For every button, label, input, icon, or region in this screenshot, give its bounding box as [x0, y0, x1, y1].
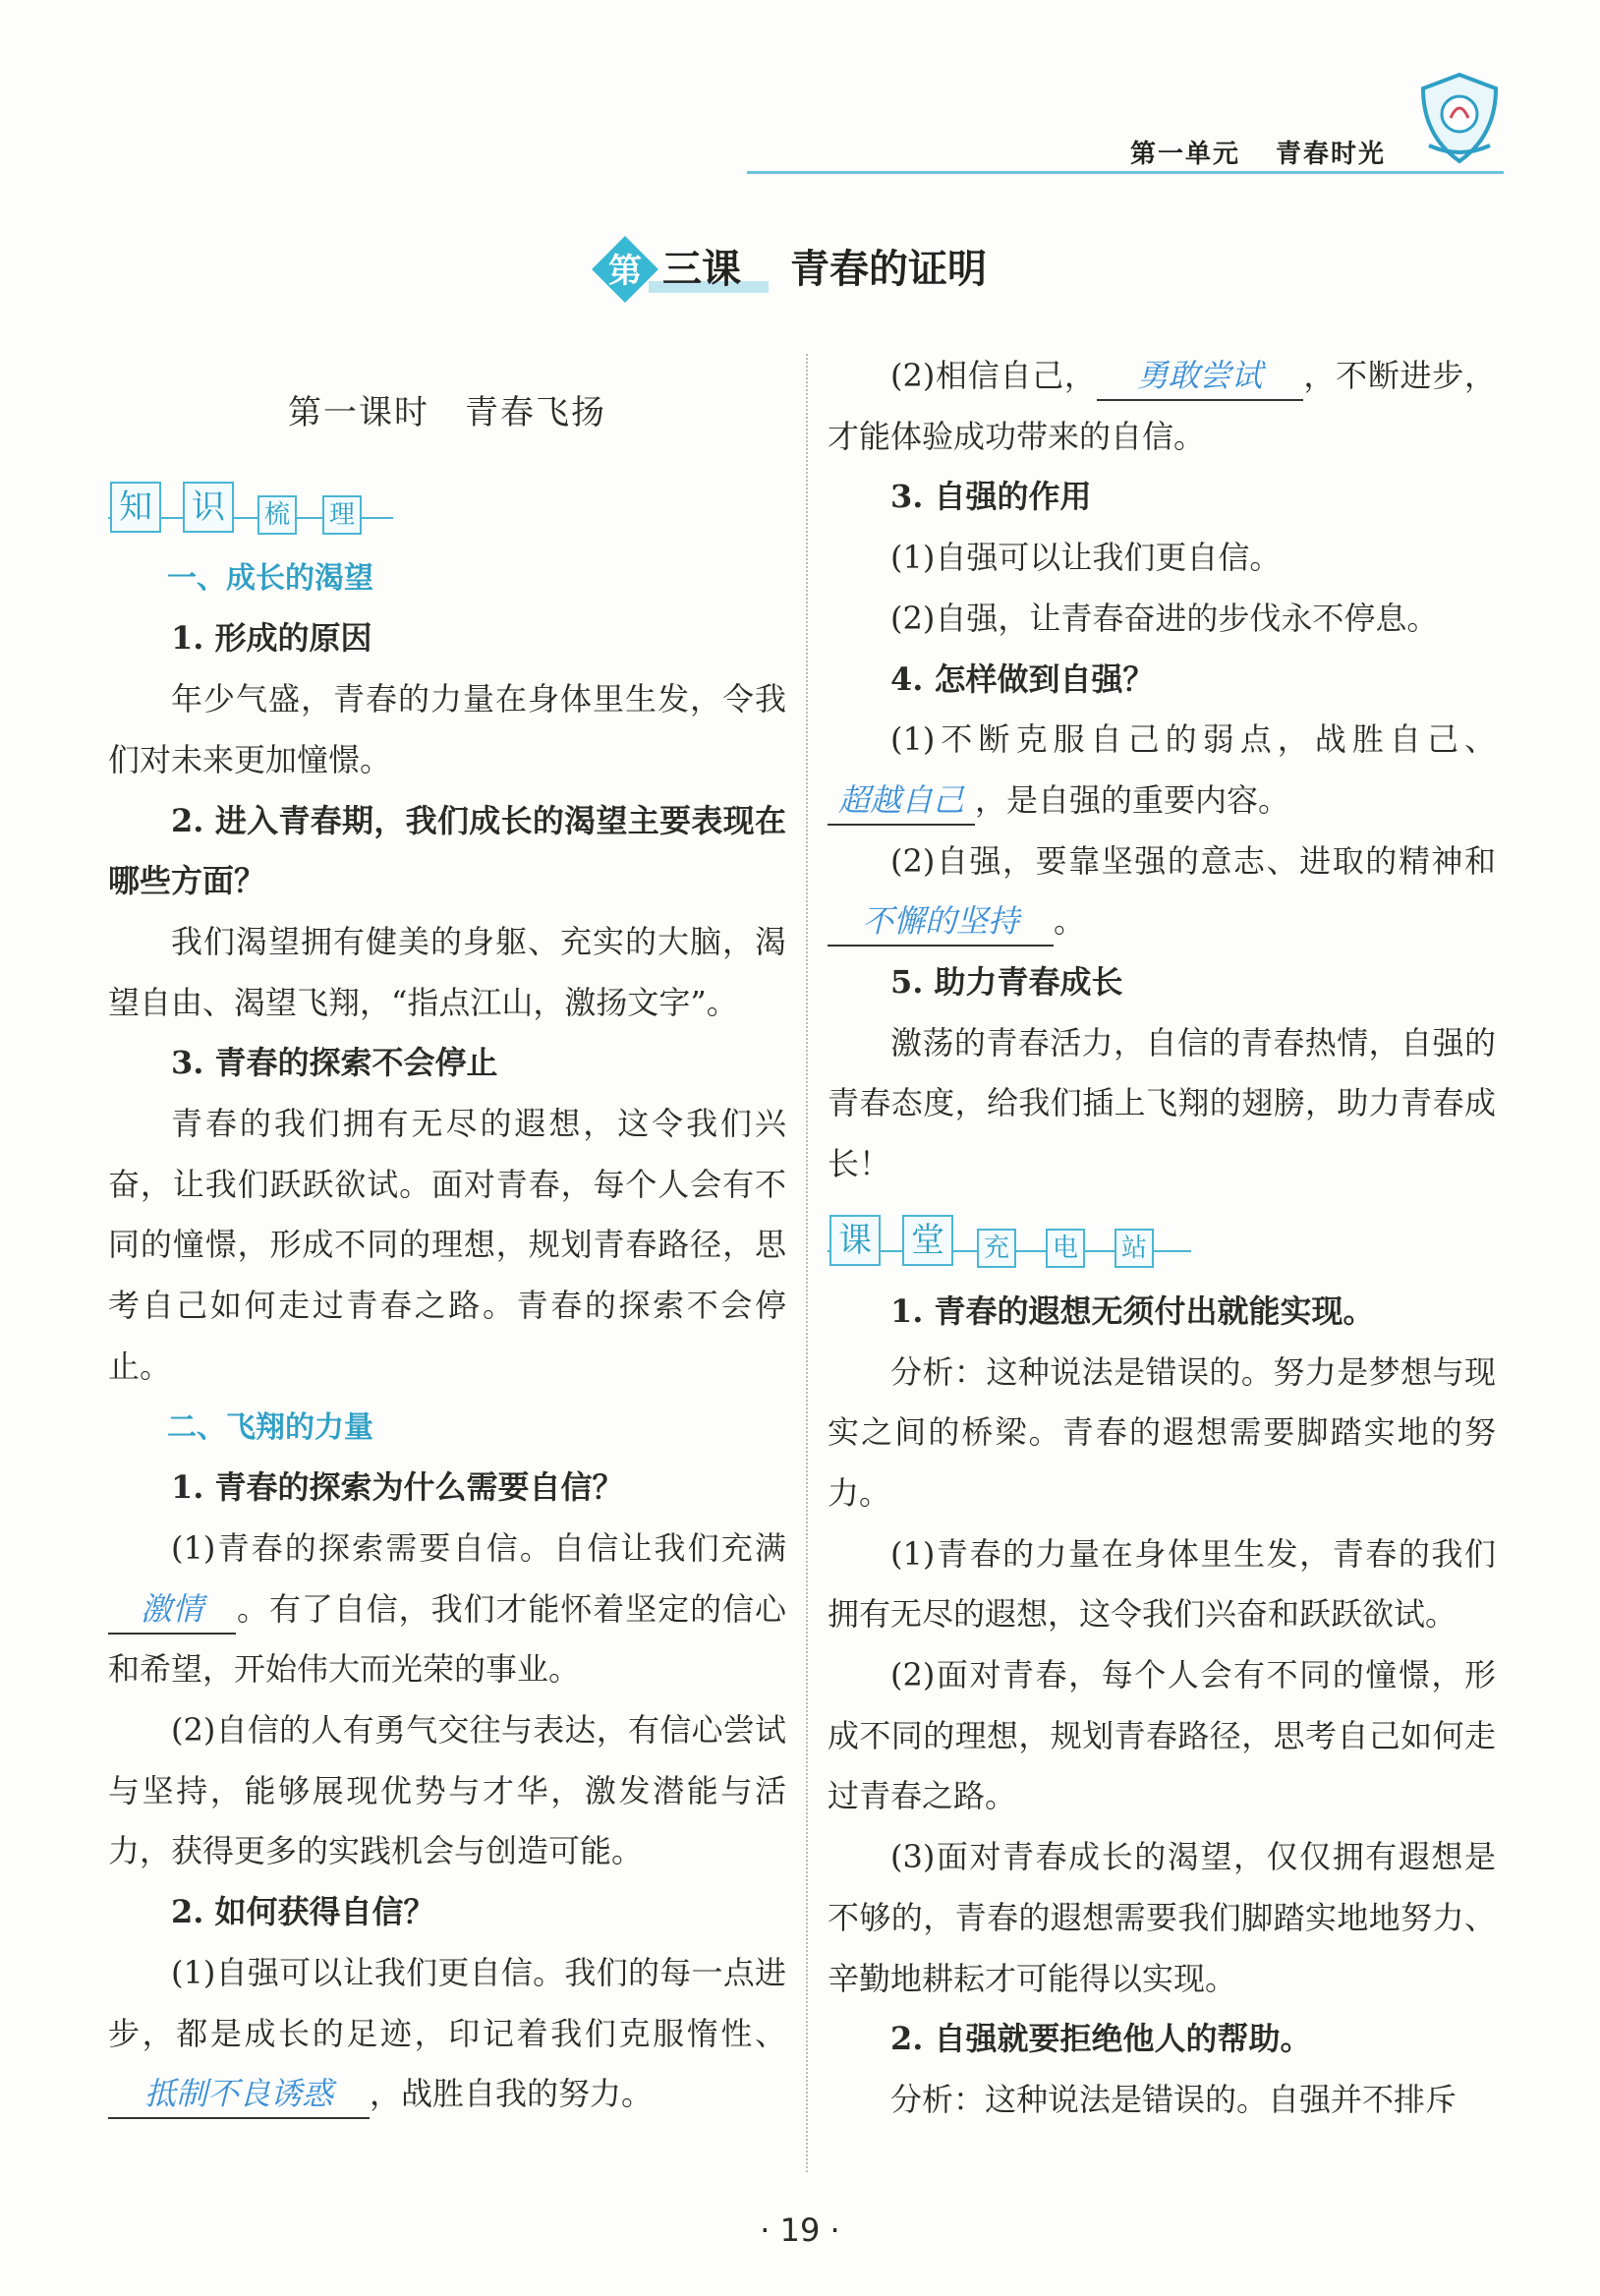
banner-char: 课: [829, 1215, 881, 1266]
lesson-title: [594, 240, 1026, 303]
banner-knowledge: [108, 472, 786, 556]
paragraph: (2)相信自己， 勇敢尝试 ，不断进步，才能体验成功带来的自信。: [828, 346, 1496, 467]
header-theme: 青春时光: [1275, 140, 1386, 169]
left-column: [108, 354, 786, 2125]
analysis: 分析：这种说法是错误的。努力是梦想与现实之间的桥梁。青春的遐想需要脚踏实地的努力。: [828, 1352, 1496, 1512]
point-heading: 2. 进入青春期，我们成长的渴望主要表现在哪些方面？: [108, 801, 786, 900]
paragraph: (2)自强，要靠坚强的意志、进取的精神和不懈的坚持 。: [828, 832, 1496, 952]
banner-char: 站: [1114, 1229, 1154, 1268]
banner-char: 充: [977, 1229, 1016, 1268]
shield-logo-icon: [1415, 69, 1504, 167]
answer-blank: 勇敢尝试: [1097, 352, 1303, 401]
point-heading: 5. 助力青春成长: [890, 963, 1123, 1002]
paragraph: 青春的我们拥有无尽的遐想，这令我们兴奋，让我们跃跃欲试。面对青春，每个人会有不同的憧憬，形成不同的理想，规划青春路径，思考自己如何走过青春之路。青春的探索不会停止。: [108, 1105, 786, 1385]
section-heading: 二、飞翔的力量: [167, 1409, 373, 1445]
page-number: · 19 ·: [760, 2211, 840, 2249]
banner-classroom: [828, 1205, 1496, 1290]
lesson-number: 三课: [662, 247, 741, 292]
point-heading: 3. 自强的作用: [890, 478, 1092, 516]
right-column: [828, 346, 1496, 2131]
paragraph: (1)青春的探索需要自信。自信让我们充满激情 。有了自信，我们才能怀着坚定的信心和希望，开始伟大而光荣的事业。: [108, 1528, 786, 1689]
header-rule: [747, 171, 1504, 174]
paragraph: (1)不断克服自己的弱点，战胜自己、超越自己 ，是自强的重要内容。: [828, 710, 1496, 831]
column-divider: [806, 354, 808, 2172]
banner-char: 理: [322, 495, 362, 535]
point-heading: 1. 青春的探索为什么需要自信？: [171, 1468, 624, 1507]
answer-blank: 超越自己: [828, 776, 975, 826]
subtitle: 第一课时 青春飞扬: [288, 393, 606, 432]
lesson-name: 青春的证明: [790, 247, 987, 292]
banner-char: 识: [183, 482, 234, 533]
question: 1. 青春的遐想无须付出就能实现。: [890, 1292, 1375, 1330]
paragraph: (1)自强可以让我们更自信。: [890, 539, 1282, 577]
point-heading: 1. 形成的原因: [171, 619, 372, 658]
paragraph: (1)自强可以让我们更自信。我们的每一点进步，都是成长的足迹，印记着我们克服惰性、抵制不良诱惑 ，战胜自我的努力。: [108, 1943, 786, 2125]
section-heading: 一、成长的渴望: [167, 560, 373, 596]
paragraph: (2)自强，让青春奋进的步伐永不停息。: [890, 599, 1439, 637]
banner-char: 梳: [257, 495, 297, 535]
header-text: [1095, 134, 1386, 170]
header-unit: 第一单元: [1129, 140, 1240, 169]
analysis: 分析：这种说法是错误的。自强并不排斥: [890, 2080, 1457, 2118]
analysis: (3)面对青春成长的渴望，仅仅拥有遐想是不够的，青春的遐想需要我们脚踏实地地努力、辛勤地耕耘才可能得以实现。: [828, 1838, 1496, 1997]
point-heading: 2. 如何获得自信？: [171, 1893, 435, 1931]
answer-blank: 不懈的坚持: [828, 897, 1054, 947]
paragraph: 我们渴望拥有健美的身躯、充实的大脑，渴望自由、渴望飞翔，“指点江山，激扬文字”。: [108, 922, 786, 1021]
page-header: [747, 69, 1504, 177]
analysis: (1)青春的力量在身体里生发，青春的我们拥有无尽的遐想，这令我们兴奋和跃跃欲试。: [828, 1534, 1496, 1634]
answer-blank: 激情: [108, 1585, 236, 1635]
point-heading: 4. 怎样做到自强？: [890, 660, 1155, 698]
paragraph: 年少气盛，青春的力量在身体里生发，令我们对未来更加憧憬。: [108, 680, 786, 778]
banner-char: 知: [110, 482, 161, 533]
paragraph: 激荡的青春活力，自信的青春热情，自强的青春态度，给我们插上飞翔的翅膀，助力青春成长！: [828, 1023, 1496, 1183]
question: 2. 自强就要拒绝他人的帮助。: [890, 2020, 1312, 2058]
point-heading: 3. 青春的探索不会停止: [171, 1044, 498, 1082]
lesson-di: 第: [608, 252, 642, 291]
banner-char: 堂: [902, 1215, 953, 1266]
answer-blank: 抵制不良诱惑: [108, 2070, 370, 2119]
paragraph: (2)自信的人有勇气交往与表达，有信心尝试与坚持，能够展现优势与才华，激发潜能与活力，获得更多的实践机会与创造可能。: [108, 1711, 786, 1870]
banner-char: 电: [1046, 1229, 1085, 1268]
analysis: (2)面对青春，每个人会有不同的憧憬，形成不同的理想，规划青春路径，思考自己如何走过青春之路。: [828, 1656, 1496, 1815]
